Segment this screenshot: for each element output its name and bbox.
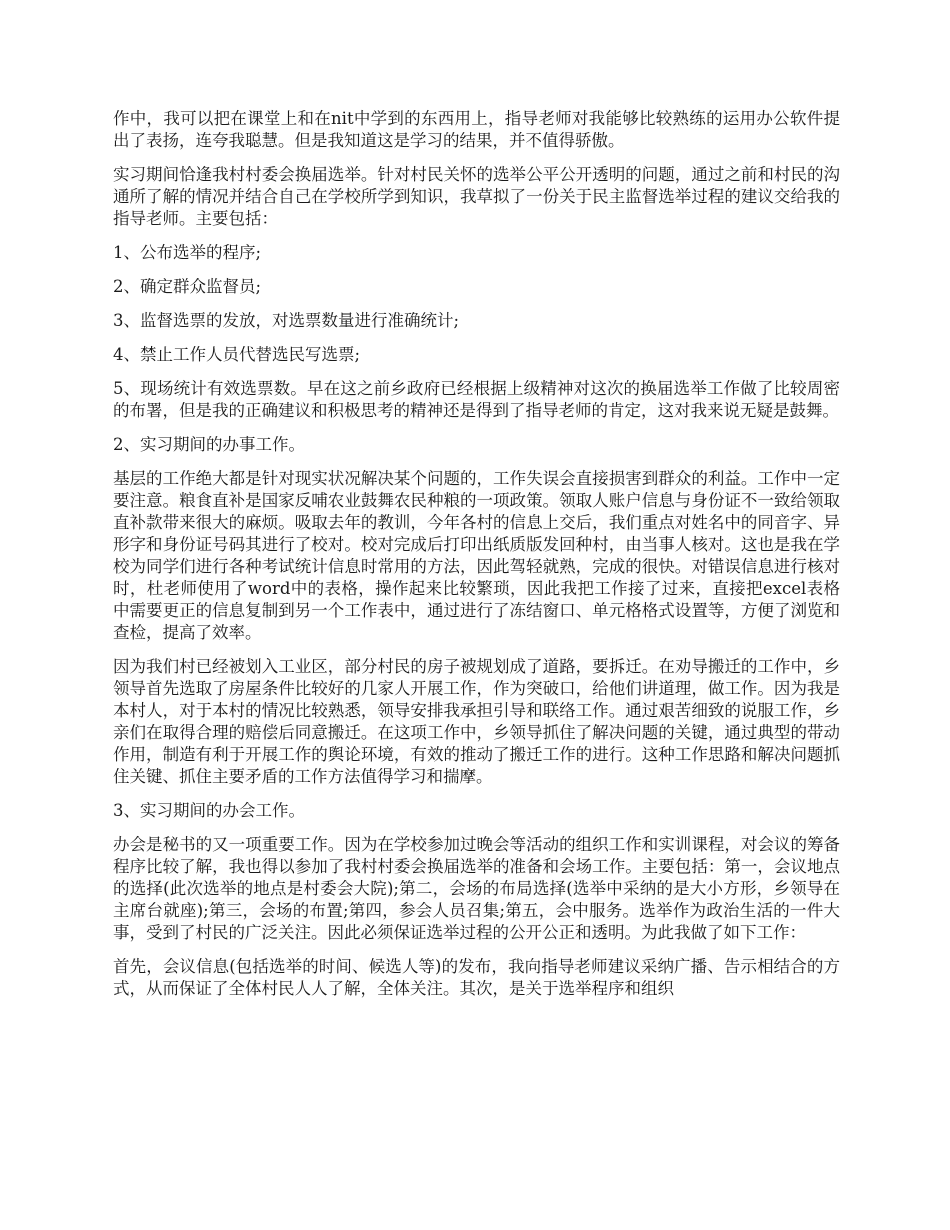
- list-item-1: 1、公布选举的程序;: [113, 243, 262, 262]
- paragraph-2: 实习期间恰逢我村村委会换届选举。针对村民关怀的选举公平公开透明的问题，通过之前和村民的沟通所了解的情况并结合自己在学校所学到知识，我草拟了一份关于民主监督选举过程的建议交给我的指导老师。主要包括：: [113, 165, 840, 228]
- list-item-3: 3、监督选票的发放，对选票数量进行准确统计;: [113, 311, 460, 330]
- section-heading-3: 3、实习期间的办会工作。: [113, 801, 305, 820]
- paragraph-5: 办会是秘书的又一项重要工作。因为在学校参加过晚会等活动的组织工作和实训课程，对会议的筹备程序比较了解，我也得以参加了我村村委会换届选举的准备和会场工作。主要包括：第一，会议地点的选择(此次选举的地点是村委会大院);第二，会场的布局选择(选举中采纳的是大小方形，乡领导在主席台就座);第三，会场的布置;第四，参会人员召集;第五，会中服务。选举作为政治生活的一件大事，受到了村民的广泛关注。因此必须保证选举过程的公开公正和透明。为此我做了如下工作：: [113, 835, 840, 942]
- list-item-2: 2、确定群众监督员;: [113, 277, 262, 296]
- section-heading-2: 2、实习期间的办事工作。: [113, 435, 305, 454]
- list-item-5: 5、现场统计有效选票数。早在这之前乡政府已经根据上级精神对这次的换届选举工作做了比较周密的布署，但是我的正确建议和积极思考的精神还是得到了指导老师的肯定，这对我来说无疑是鼓舞。: [113, 379, 840, 420]
- paragraph-3: 基层的工作绝大都是针对现实状况解决某个问题的，工作失误会直接损害到群众的利益。工作中一定要注意。粮食直补是国家反哺农业鼓舞农民种粮的一项政策。领取人账户信息与身份证不一致给领取直补款带来很大的麻烦。吸取去年的教训，今年各村的信息上交后，我们重点对姓名中的同音字、异形字和身份证号码其进行了校对。校对完成后打印出纸质版发回种村，由当事人核对。这也是我在学校为同学们进行各种考试统计信息时常用的方法，因此驾轻就熟，完成的很快。对错误信息进行核对时，杜老师使用了word中的表格，操作起来比较繁琐，因此我把工作接了过来，直接把excel表格中需要更正的信息复制到另一个工作表中，通过进行了冻结窗口、单元格格式设置等，方便了浏览和查检，提高了效率。: [113, 469, 840, 642]
- paragraph-1: 作中，我可以把在课堂上和在nit中学到的东西用上，指导老师对我能够比较熟练的运用办公软件提出了表扬，连夸我聪慧。但是我知道这是学习的结果，并不值得骄傲。: [113, 109, 840, 150]
- document-page: [113, 108, 840, 1012]
- list-item-4: 4、禁止工作人员代替选民写选票;: [113, 345, 361, 364]
- paragraph-4: 因为我们村已经被划入工业区，部分村民的房子被规划成了道路，要拆迁。在劝导搬迁的工作中，乡领导首先选取了房屋条件比较好的几家人开展工作，作为突破口，给他们讲道理，做工作。因为我是本村人，对于本村的情况比较熟悉，领导安排我承担引导和联络工作。通过艰苦细致的说服工作，乡亲们在取得合理的赔偿后同意搬迁。在这项工作中，乡领导抓住了解决问题的关键，通过典型的带动作用，制造有利于开展工作的舆论环境，有效的推动了搬迁工作的进行。这种工作思路和解决问题抓住关键、抓住主要矛盾的工作方法值得学习和揣摩。: [113, 657, 840, 786]
- paragraph-6: 首先，会议信息(包括选举的时间、候选人等)的发布，我向指导老师建议采纳广播、告示相结合的方式，从而保证了全体村民人人了解，全体关注。其次，是关于选举程序和组织: [113, 957, 840, 998]
